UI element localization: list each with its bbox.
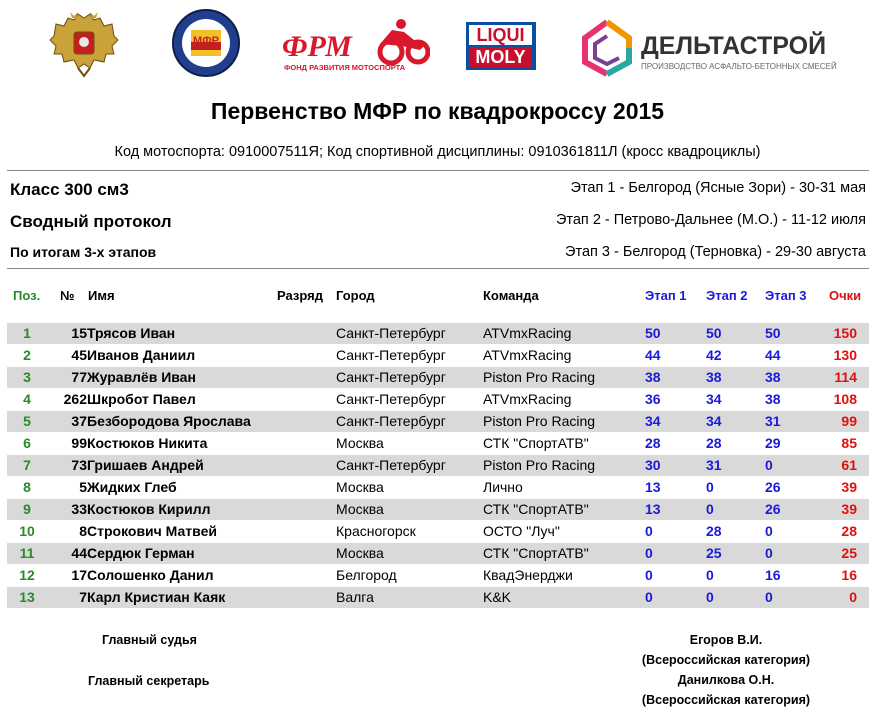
- cell-stage1: 13: [645, 479, 661, 495]
- cell-num: 17: [71, 567, 87, 583]
- table-row: [7, 543, 869, 564]
- cell-pos: 2: [23, 347, 31, 363]
- cell-num: 77: [71, 369, 87, 385]
- cell-name: Гришаев Андрей: [87, 457, 204, 473]
- cell-team: Piston Pro Racing: [483, 369, 596, 385]
- table-row: [7, 499, 869, 520]
- cell-points: 114: [834, 369, 857, 385]
- cell-num: 45: [71, 347, 87, 363]
- mfr-emblem-logo: [171, 8, 241, 78]
- cell-city: Санкт-Петербург: [336, 391, 446, 407]
- cell-stage2: 34: [706, 413, 722, 429]
- cell-num: 8: [79, 523, 87, 539]
- cell-stage2: 0: [706, 479, 714, 495]
- table-row: [7, 323, 869, 344]
- cell-points: 39: [841, 501, 857, 517]
- cell-points: 61: [841, 457, 857, 473]
- cell-name: Безбородова Ярослава: [87, 413, 251, 429]
- coat-of-arms-logo: [48, 10, 120, 78]
- page-title: Первенство МФР по квадрокроссу 2015: [210, 98, 665, 124]
- protocol-label: Сводный протокол: [10, 212, 172, 231]
- cell-stage1: 50: [645, 325, 661, 341]
- cell-team: ATVmxRacing: [483, 347, 572, 363]
- cell-stage1: 0: [645, 545, 653, 561]
- col-name-header: Имя: [88, 288, 115, 303]
- cell-stage2: 28: [706, 435, 722, 451]
- cell-team: ATVmxRacing: [483, 391, 572, 407]
- cell-stage2: 25: [706, 545, 722, 561]
- cell-points: 85: [841, 435, 857, 451]
- table-row: [7, 389, 869, 410]
- cell-team: Лично: [483, 479, 523, 495]
- cell-stage3: 31: [765, 413, 781, 429]
- cell-city: Валга: [336, 589, 374, 605]
- cell-name: Журавлёв Иван: [87, 369, 196, 385]
- cell-stage1: 30: [645, 457, 661, 473]
- cell-city: Москва: [336, 435, 384, 451]
- stage-3-info: Этап 3 - Белгород (Терновка) - 29-30 августа: [565, 244, 866, 260]
- cell-team: ATVmxRacing: [483, 325, 572, 341]
- cell-num: 7: [79, 589, 87, 605]
- cell-city: Белгород: [336, 567, 397, 583]
- stage-2-info: Этап 2 - Петрово-Дальнее (М.О.) - 11-12 июля: [555, 212, 866, 228]
- cell-stage2: 0: [706, 589, 714, 605]
- cell-city: Красногорск: [336, 523, 416, 539]
- cell-num: 33: [71, 501, 87, 517]
- cell-stage3: 38: [765, 391, 781, 407]
- cell-stage3: 50: [765, 325, 781, 341]
- cell-stage1: 0: [645, 567, 653, 583]
- cell-team: K&K: [483, 589, 512, 605]
- cell-stage2: 28: [706, 523, 722, 539]
- deltastroy-tagline: ПРОИЗВОДСТВО АСФАЛЬТО-БЕТОННЫХ СМЕСЕЙ: [641, 62, 837, 71]
- deltastroy-logo: [577, 18, 837, 78]
- cell-team: КвадЭнерджи: [483, 567, 573, 583]
- cell-city: Москва: [336, 479, 384, 495]
- col-num-header: №: [60, 288, 75, 303]
- col-stage2-header: Этап 2: [706, 288, 748, 303]
- cell-stage1: 44: [645, 347, 661, 363]
- cell-stage1: 28: [645, 435, 661, 451]
- cell-name: Строкович Матвей: [87, 523, 217, 539]
- summary-label: По итогам 3-х этапов: [10, 244, 157, 260]
- table-row: [7, 587, 869, 608]
- cell-stage1: 13: [645, 501, 661, 517]
- cell-stage1: 36: [645, 391, 661, 407]
- cell-name: Жидких Глеб: [87, 479, 177, 495]
- table-row: [7, 433, 869, 454]
- cell-pos: 11: [19, 545, 35, 561]
- cell-stage3: 26: [765, 501, 781, 517]
- col-stage1-header: Этап 1: [645, 288, 687, 303]
- cell-pos: 1: [23, 325, 31, 341]
- cell-stage2: 0: [706, 567, 714, 583]
- cell-stage1: 0: [645, 589, 653, 605]
- fpm-logo-big-text: ФРМ: [282, 30, 352, 63]
- col-city-header: Город: [336, 288, 375, 303]
- cell-num: 37: [71, 413, 87, 429]
- cell-team: СТК "СпортАТВ": [483, 435, 589, 451]
- table-row: [7, 411, 869, 432]
- cell-stage3: 26: [765, 479, 781, 495]
- table-row: [7, 367, 869, 388]
- cell-team: СТК "СпортАТВ": [483, 545, 589, 561]
- cell-stage3: 16: [765, 567, 781, 583]
- cell-city: Москва: [336, 501, 384, 517]
- cell-points: 0: [849, 589, 857, 605]
- chief-secretary-label: Главный секретарь: [88, 674, 210, 688]
- cell-team: Piston Pro Racing: [483, 413, 596, 429]
- cell-pos: 8: [23, 479, 31, 495]
- cell-city: Санкт-Петербург: [336, 325, 446, 341]
- divider-top: [7, 170, 869, 171]
- col-team-header: Команда: [483, 288, 539, 303]
- cell-name: Сердюк Герман: [87, 545, 195, 561]
- liqui-moly-logo: [466, 22, 536, 70]
- cell-stage1: 0: [645, 523, 653, 539]
- deltastroy-name: ДЕЛЬТАСТРОЙ: [641, 32, 827, 60]
- cell-pos: 7: [23, 457, 31, 473]
- cell-points: 39: [841, 479, 857, 495]
- cell-points: 130: [833, 347, 857, 363]
- cell-pos: 4: [23, 391, 31, 407]
- cell-num: 15: [71, 325, 87, 341]
- cell-points: 108: [833, 391, 857, 407]
- col-stage3-header: Этап 3: [765, 288, 807, 303]
- table-row: [7, 455, 869, 476]
- table-row: [7, 345, 869, 366]
- liqui-moly-bottom: MOLY: [469, 47, 532, 67]
- cell-points: 16: [841, 567, 857, 583]
- cell-stage2: 34: [706, 391, 722, 407]
- liqui-moly-top: LIQUI: [469, 25, 532, 45]
- divider-bottom: [7, 268, 869, 269]
- cell-stage3: 0: [765, 457, 773, 473]
- cell-stage2: 50: [706, 325, 722, 341]
- table-row: [7, 477, 869, 498]
- cell-stage2: 0: [706, 501, 714, 517]
- cell-num: 44: [71, 545, 87, 561]
- col-rank-header: Разряд: [277, 288, 323, 303]
- cell-name: Шкробот Павел: [87, 391, 196, 407]
- cell-city: Санкт-Петербург: [336, 457, 446, 473]
- cell-pos: 10: [19, 523, 35, 539]
- cell-pos: 3: [23, 369, 31, 385]
- mfr-logo-text: МФР: [193, 35, 219, 47]
- cell-stage3: 0: [765, 523, 773, 539]
- cell-stage2: 31: [706, 457, 722, 473]
- cell-pos: 12: [19, 567, 35, 583]
- cell-points: 150: [833, 325, 857, 341]
- cell-name: Солошенко Данил: [87, 567, 214, 583]
- cell-city: Санкт-Петербург: [336, 413, 446, 429]
- cell-stage3: 44: [765, 347, 781, 363]
- cell-stage3: 0: [765, 545, 773, 561]
- cell-name: Иванов Даниил: [87, 347, 196, 363]
- col-points-header: Очки: [829, 288, 862, 303]
- cell-stage3: 0: [765, 589, 773, 605]
- cell-stage3: 29: [765, 435, 781, 451]
- cell-stage1: 34: [645, 413, 661, 429]
- chief-judge-label: Главный судья: [102, 633, 197, 647]
- cell-pos: 5: [23, 413, 31, 429]
- cell-city: Москва: [336, 545, 384, 561]
- chief-judge-name: Егоров В.И.: [689, 633, 763, 647]
- cell-pos: 6: [23, 435, 31, 451]
- cell-city: Санкт-Петербург: [336, 369, 446, 385]
- cell-city: Санкт-Петербург: [336, 347, 446, 363]
- cell-num: 262: [63, 391, 87, 407]
- chief-secretary-name: Данилкова О.Н.: [677, 673, 775, 687]
- col-pos-header: Поз.: [13, 288, 41, 303]
- cell-pos: 9: [23, 501, 31, 517]
- cell-stage3: 38: [765, 369, 781, 385]
- cell-num: 99: [71, 435, 87, 451]
- chief-secretary-category: (Всероссийская категория): [641, 693, 811, 707]
- table-row: [7, 565, 869, 586]
- stage-1-info: Этап 1 - Белгород (Ясные Зори) - 30-31 мая: [570, 180, 866, 196]
- fpm-logo: [280, 18, 430, 76]
- chief-judge-category: (Всероссийская категория): [641, 653, 811, 667]
- cell-team: Piston Pro Racing: [483, 457, 596, 473]
- cell-points: 25: [841, 545, 857, 561]
- cell-num: 73: [71, 457, 87, 473]
- cell-team: ОСТО "Луч": [483, 523, 560, 539]
- cell-stage2: 42: [706, 347, 722, 363]
- cell-pos: 13: [19, 589, 35, 605]
- cell-name: Костюков Кирилл: [87, 501, 211, 517]
- cell-points: 99: [841, 413, 857, 429]
- page-subtitle: Код мотоспорта: 0910007511Я; Код спортивной дисциплины: 0910361811Л (кросс квадроциклы): [114, 144, 761, 160]
- class-label: Класс 300 см3: [10, 180, 129, 199]
- fpm-logo-small-text: ФОНД РАЗВИТИЯ МОТОСПОРТА: [284, 63, 406, 72]
- cell-num: 5: [79, 479, 87, 495]
- cell-name: Костюков Никита: [87, 435, 208, 451]
- cell-name: Карл Кристиан Каяк: [87, 589, 226, 605]
- cell-stage1: 38: [645, 369, 661, 385]
- cell-points: 28: [841, 523, 857, 539]
- cell-name: Трясов Иван: [87, 325, 176, 341]
- table-row: [7, 521, 869, 542]
- cell-stage2: 38: [706, 369, 722, 385]
- cell-team: СТК "СпортАТВ": [483, 501, 589, 517]
